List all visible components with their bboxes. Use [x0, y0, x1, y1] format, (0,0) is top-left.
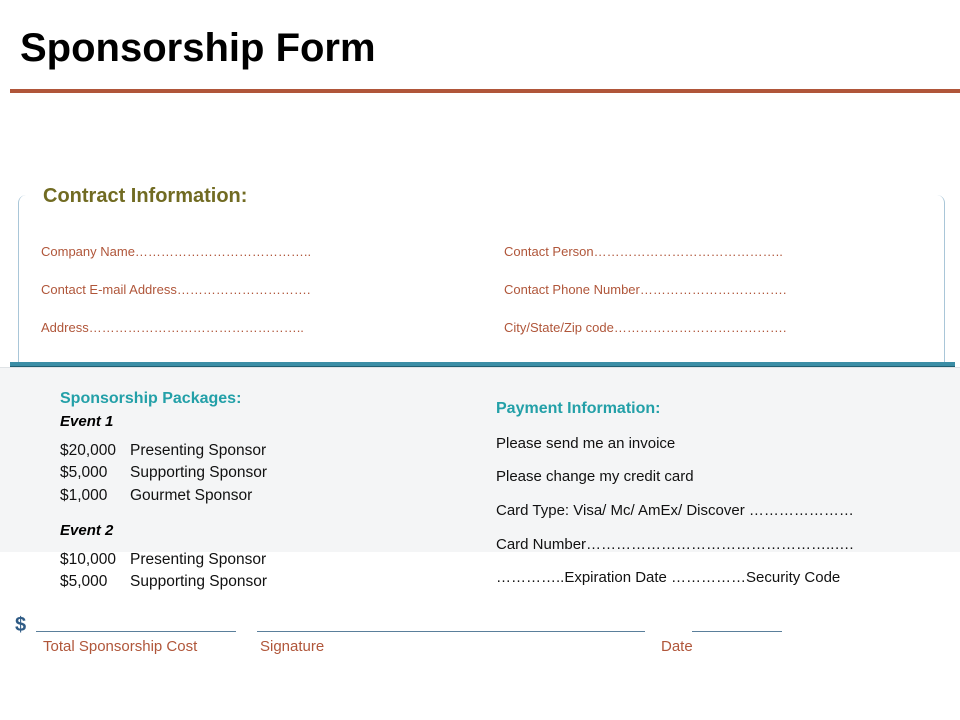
page-title: Sponsorship Form — [20, 26, 376, 70]
package-amount: $1,000 — [60, 487, 108, 504]
card-type-field[interactable]: Card Type: Visa/ Mc/ AmEx/ Discover ………………… — [496, 502, 854, 519]
package-amount: $10,000 — [60, 551, 117, 568]
signature-caption: Signature — [260, 638, 325, 655]
event-2-heading: Event 2 — [60, 522, 114, 539]
payment-section-title: Payment Information: — [496, 400, 661, 417]
signature-line[interactable] — [257, 631, 645, 632]
section-divider — [10, 362, 955, 367]
contact-phone-field[interactable]: Contact Phone Number……………………………. — [504, 282, 787, 297]
address-field[interactable]: Address………………………………………….. — [41, 320, 304, 335]
package-label: Presenting Sponsor — [130, 551, 267, 568]
package-option[interactable] — [60, 486, 252, 506]
total-cost-line[interactable] — [36, 631, 236, 632]
package-amount: $5,000 — [60, 573, 108, 590]
expiration-security-field[interactable]: …………..Expiration Date ……………Security Code — [496, 569, 841, 586]
credit-card-option[interactable]: Please change my credit card — [496, 468, 694, 485]
company-name-field[interactable]: Company Name………………………………….. — [41, 244, 312, 259]
package-amount: $20,000 — [60, 442, 117, 459]
packages-section-title: Sponsorship Packages: — [60, 390, 242, 407]
invoice-option[interactable]: Please send me an invoice — [496, 435, 676, 452]
package-label: Gourmet Sponsor — [130, 487, 253, 504]
card-number-field[interactable]: Card Number…………………………………………..…. — [496, 536, 854, 553]
package-option[interactable] — [60, 463, 267, 483]
contact-email-field[interactable]: Contact E-mail Address…………………………. — [41, 282, 311, 297]
package-label: Supporting Sponsor — [130, 464, 268, 481]
package-option[interactable] — [60, 572, 267, 592]
contact-person-field[interactable]: Contact Person…………………………………….. — [504, 244, 783, 259]
date-caption: Date — [661, 638, 693, 655]
title-divider — [10, 89, 960, 93]
package-amount: $5,000 — [60, 464, 108, 481]
contract-section-title: Contract Information: — [43, 185, 248, 207]
contract-section-frame — [18, 195, 945, 362]
city-state-zip-field[interactable]: City/State/Zip code…………………………………. — [504, 320, 787, 335]
package-label: Presenting Sponsor — [130, 442, 267, 459]
package-option[interactable] — [60, 550, 266, 570]
package-label: Supporting Sponsor — [130, 573, 268, 590]
total-cost-caption: Total Sponsorship Cost — [43, 638, 198, 655]
package-option[interactable] — [60, 441, 266, 461]
dollar-sign: $ — [15, 614, 27, 636]
event-1-heading: Event 1 — [60, 413, 114, 430]
date-line[interactable] — [692, 631, 782, 632]
